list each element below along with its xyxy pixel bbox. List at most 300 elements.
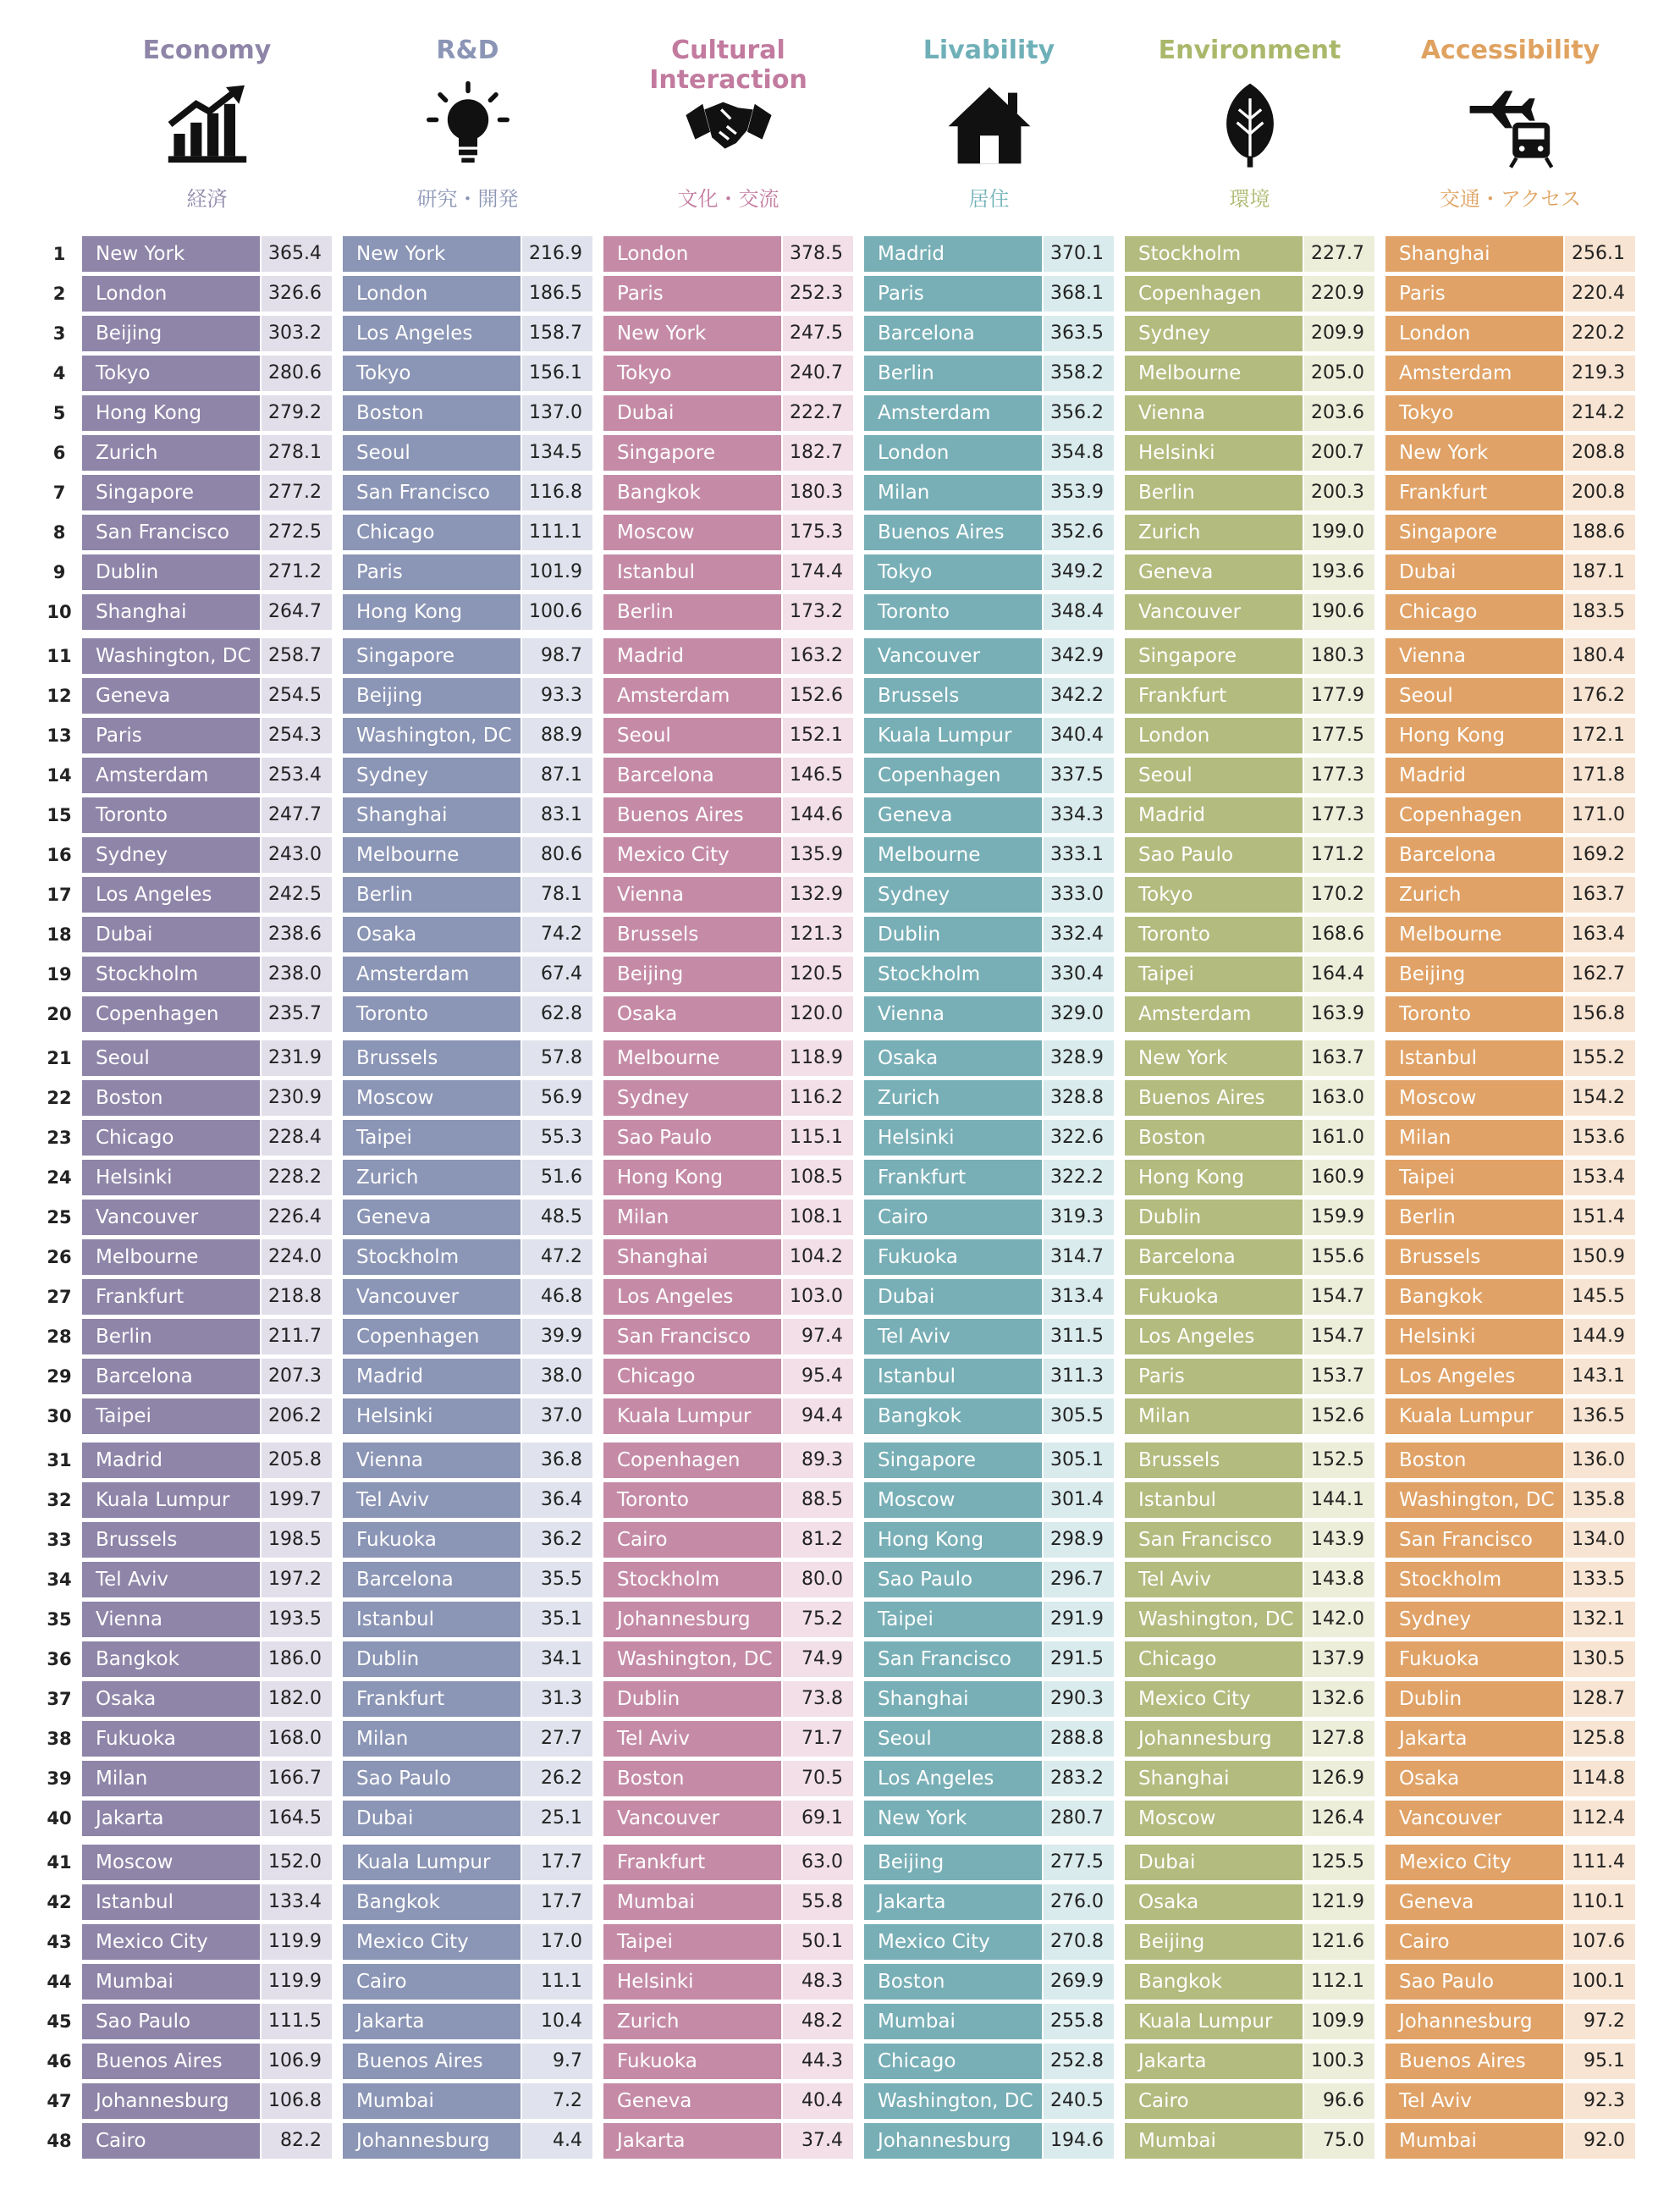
score-value: 137.9 — [1304, 1641, 1374, 1677]
city-name: Beijing — [1385, 957, 1563, 992]
score-value: 74.9 — [783, 1641, 853, 1677]
table-row — [1385, 1160, 1635, 1195]
table-row — [1125, 1120, 1374, 1156]
table-row — [1385, 877, 1635, 913]
score-value: 152.5 — [1304, 1443, 1374, 1478]
score-value: 136.5 — [1565, 1398, 1635, 1434]
table-row — [82, 1200, 332, 1235]
score-value: 328.9 — [1044, 1040, 1114, 1076]
city-name: Seoul — [864, 1721, 1042, 1757]
table-row — [343, 1040, 592, 1076]
score-value: 80.0 — [783, 1562, 853, 1597]
city-name: Stockholm — [82, 957, 260, 992]
table-row — [82, 797, 332, 833]
score-value: 10.4 — [522, 2004, 592, 2039]
table-row — [1125, 797, 1374, 833]
city-name: Copenhagen — [82, 996, 260, 1032]
table-row — [603, 1040, 853, 1076]
table-row — [1125, 1080, 1374, 1116]
score-value: 151.4 — [1565, 1200, 1635, 1235]
score-value: 188.6 — [1565, 515, 1635, 550]
score-value: 150.9 — [1565, 1239, 1635, 1275]
score-value: 356.2 — [1044, 395, 1114, 431]
city-name: Amsterdam — [343, 957, 521, 992]
table-row — [343, 1319, 592, 1354]
city-name: Mexico City — [864, 1924, 1042, 1960]
table-row — [1385, 797, 1635, 833]
table-row — [1385, 678, 1635, 714]
table-row — [1385, 837, 1635, 873]
city-name: Barcelona — [1385, 837, 1563, 873]
table-row — [343, 1160, 592, 1195]
city-name: Chicago — [864, 2044, 1042, 2079]
city-name: Madrid — [82, 1443, 260, 1478]
score-value: 311.3 — [1044, 1359, 1114, 1394]
score-value: 75.2 — [783, 1602, 853, 1637]
score-value: 209.9 — [1304, 316, 1374, 351]
score-value: 153.6 — [1565, 1120, 1635, 1156]
table-row — [1385, 435, 1635, 471]
table-row — [603, 1443, 853, 1478]
city-name: Sao Paulo — [603, 1120, 781, 1156]
table-row — [82, 837, 332, 873]
table-row — [603, 1319, 853, 1354]
city-name: Toronto — [864, 594, 1042, 630]
score-value: 154.7 — [1304, 1279, 1374, 1315]
table-row — [343, 1239, 592, 1275]
table-row — [603, 1721, 853, 1757]
city-name: Fukuoka — [1125, 1279, 1303, 1315]
score-value: 163.4 — [1565, 917, 1635, 952]
table-row — [343, 1641, 592, 1677]
table-row — [1125, 638, 1374, 674]
score-value: 180.3 — [783, 475, 853, 510]
city-name: Vienna — [82, 1602, 260, 1637]
table-row — [82, 1359, 332, 1394]
score-value: 311.5 — [1044, 1319, 1114, 1354]
score-value: 82.2 — [262, 2123, 332, 2159]
table-row — [1385, 1279, 1635, 1315]
score-value: 132.1 — [1565, 1602, 1635, 1637]
score-value: 154.7 — [1304, 1319, 1374, 1354]
rank-number: 13 — [47, 725, 72, 746]
table-row — [603, 1964, 853, 2000]
city-name: Taipei — [1385, 1160, 1563, 1195]
table-row — [864, 515, 1114, 550]
city-name: Sao Paulo — [864, 1562, 1042, 1597]
city-name: Jakarta — [864, 1884, 1042, 1920]
city-name: Vancouver — [864, 638, 1042, 674]
table-row — [603, 1801, 853, 1836]
score-value: 25.1 — [522, 1801, 592, 1836]
table-row — [82, 678, 332, 714]
city-name: Stockholm — [343, 1239, 521, 1275]
score-value: 301.4 — [1044, 1482, 1114, 1518]
lightbulb-icon — [421, 78, 515, 171]
rank-number: 15 — [47, 805, 72, 825]
score-value: 17.0 — [522, 1924, 592, 1960]
score-value: 126.9 — [1304, 1761, 1374, 1796]
city-name: Fukuoka — [864, 1239, 1042, 1275]
score-value: 235.7 — [262, 996, 332, 1032]
score-value: 205.8 — [262, 1443, 332, 1478]
score-value: 170.2 — [1304, 877, 1374, 913]
rank-number: 14 — [47, 765, 72, 786]
score-value: 109.9 — [1304, 2004, 1374, 2039]
rank-number: 16 — [47, 845, 72, 865]
city-name: Los Angeles — [82, 877, 260, 913]
score-value: 322.6 — [1044, 1120, 1114, 1156]
table-row — [864, 1040, 1114, 1076]
city-name: Paris — [603, 276, 781, 312]
header-accessibility — [1385, 0, 1635, 229]
score-value: 146.5 — [783, 758, 853, 793]
rank-number: 19 — [47, 964, 72, 985]
rank-number: 21 — [47, 1048, 72, 1068]
table-row — [343, 2044, 592, 2079]
table-row — [1385, 1319, 1635, 1354]
score-value: 230.9 — [262, 1080, 332, 1116]
score-value: 305.1 — [1044, 1443, 1114, 1478]
table-row — [1125, 1924, 1374, 1960]
score-value: 133.5 — [1565, 1562, 1635, 1597]
score-value: 93.3 — [522, 678, 592, 714]
score-value: 272.5 — [262, 515, 332, 550]
table-row — [603, 957, 853, 992]
city-name: Singapore — [343, 638, 521, 674]
city-name: Zurich — [82, 435, 260, 471]
city-name: Tel Aviv — [1125, 1562, 1303, 1597]
city-name: Johannesburg — [1125, 1721, 1303, 1757]
city-name: Osaka — [1125, 1884, 1303, 1920]
score-value: 333.0 — [1044, 877, 1114, 913]
table-row — [1125, 758, 1374, 793]
city-name: Kuala Lumpur — [864, 718, 1042, 753]
table-row — [82, 1040, 332, 1076]
city-name: Helsinki — [1125, 435, 1303, 471]
score-value: 197.2 — [262, 1562, 332, 1597]
table-row — [864, 1884, 1114, 1920]
city-name: Vancouver — [82, 1200, 260, 1235]
rank-number: 36 — [47, 1649, 72, 1669]
city-name: Sydney — [1385, 1602, 1563, 1637]
city-name: New York — [82, 236, 260, 272]
table-row — [343, 1359, 592, 1394]
table-row — [343, 1884, 592, 1920]
table-row — [603, 1482, 853, 1518]
score-value: 159.9 — [1304, 1200, 1374, 1235]
score-value: 106.8 — [262, 2083, 332, 2119]
table-row — [343, 435, 592, 471]
table-row — [1125, 1160, 1374, 1195]
score-value: 182.7 — [783, 435, 853, 471]
city-name: Singapore — [1125, 638, 1303, 674]
city-name: New York — [603, 316, 781, 351]
city-name: Istanbul — [343, 1602, 521, 1637]
score-value: 88.5 — [783, 1482, 853, 1518]
city-name: Toronto — [1125, 917, 1303, 952]
score-value: 163.7 — [1565, 877, 1635, 913]
city-name: Moscow — [864, 1482, 1042, 1518]
city-name: Los Angeles — [1385, 1359, 1563, 1394]
score-value: 112.1 — [1304, 1964, 1374, 2000]
score-value: 193.6 — [1304, 554, 1374, 590]
city-name: Vienna — [864, 996, 1042, 1032]
table-row — [1125, 1884, 1374, 1920]
score-value: 100.3 — [1304, 2044, 1374, 2079]
city-name: Milan — [343, 1721, 521, 1757]
table-row — [1385, 356, 1635, 391]
table-row — [603, 1761, 853, 1796]
score-value: 119.9 — [262, 1924, 332, 1960]
score-value: 208.8 — [1565, 435, 1635, 471]
city-name: Istanbul — [603, 554, 781, 590]
score-value: 108.1 — [783, 1200, 853, 1235]
table-row — [864, 1845, 1114, 1880]
score-value: 164.5 — [262, 1801, 332, 1836]
city-name: Istanbul — [1125, 1482, 1303, 1518]
city-name: Zurich — [1125, 515, 1303, 550]
score-value: 125.5 — [1304, 1845, 1374, 1880]
city-name: Helsinki — [82, 1160, 260, 1195]
table-row — [1125, 1681, 1374, 1717]
city-name: Zurich — [1385, 877, 1563, 913]
score-value: 4.4 — [522, 2123, 592, 2159]
table-row — [1125, 957, 1374, 992]
city-name: Taipei — [82, 1398, 260, 1434]
header-environment — [1125, 0, 1374, 229]
header-title-environment: Environment — [1158, 36, 1341, 65]
table-row — [1125, 917, 1374, 952]
score-value: 353.9 — [1044, 475, 1114, 510]
table-row — [1385, 2083, 1635, 2119]
rank-number: 4 — [52, 363, 66, 383]
table-row — [82, 435, 332, 471]
city-name: Stockholm — [1385, 1562, 1563, 1597]
table-row — [864, 638, 1114, 674]
score-value: 298.9 — [1044, 1522, 1114, 1558]
table-row — [864, 1319, 1114, 1354]
table-row — [603, 1359, 853, 1394]
city-name: Moscow — [603, 515, 781, 550]
city-name: Beijing — [343, 678, 521, 714]
city-name: Vancouver — [1125, 594, 1303, 630]
city-name: Washington, DC — [864, 2083, 1042, 2119]
score-value: 326.6 — [262, 276, 332, 312]
city-name: San Francisco — [864, 1641, 1042, 1677]
table-row — [864, 276, 1114, 312]
city-name: Osaka — [82, 1681, 260, 1717]
city-name: Sao Paulo — [82, 2004, 260, 2039]
city-name: Cairo — [603, 1522, 781, 1558]
table-row — [82, 1443, 332, 1478]
city-name: Copenhagen — [864, 758, 1042, 793]
table-row — [1385, 1120, 1635, 1156]
city-name: Shanghai — [1385, 236, 1563, 272]
city-name: New York — [343, 236, 521, 272]
score-value: 70.5 — [783, 1761, 853, 1796]
score-value: 36.4 — [522, 1482, 592, 1518]
city-name: Shanghai — [1125, 1761, 1303, 1796]
score-value: 48.2 — [783, 2004, 853, 2039]
city-name: San Francisco — [343, 475, 521, 510]
header-title-accessibility: Accessibility — [1420, 36, 1600, 65]
city-name: Kuala Lumpur — [1385, 1398, 1563, 1434]
score-value: 258.7 — [262, 638, 332, 674]
city-name: Barcelona — [603, 758, 781, 793]
table-row — [82, 316, 332, 351]
score-value: 164.4 — [1304, 957, 1374, 992]
city-name: Istanbul — [1385, 1040, 1563, 1076]
table-row — [1385, 395, 1635, 431]
city-name: Chicago — [82, 1120, 260, 1156]
city-name: Paris — [343, 554, 521, 590]
city-name: Geneva — [343, 1200, 521, 1235]
city-name: Beijing — [1125, 1924, 1303, 1960]
city-name: Brussels — [82, 1522, 260, 1558]
table-row — [603, 276, 853, 312]
header-subtitle-culture: 文化・交流 — [677, 187, 779, 211]
score-value: 163.9 — [1304, 996, 1374, 1032]
score-value: 370.1 — [1044, 236, 1114, 272]
score-value: 144.9 — [1565, 1319, 1635, 1354]
city-name: Buenos Aires — [1385, 2044, 1563, 2079]
table-row — [603, 877, 853, 913]
score-value: 228.4 — [262, 1120, 332, 1156]
city-name: San Francisco — [82, 515, 260, 550]
score-value: 121.9 — [1304, 1884, 1374, 1920]
city-name: Osaka — [603, 996, 781, 1032]
table-row — [343, 1279, 592, 1315]
city-name: Milan — [1125, 1398, 1303, 1434]
score-value: 193.5 — [262, 1602, 332, 1637]
city-name: New York — [864, 1801, 1042, 1836]
city-name: Milan — [82, 1761, 260, 1796]
city-name: Taipei — [343, 1120, 521, 1156]
table-row — [864, 554, 1114, 590]
table-row — [603, 1080, 853, 1116]
table-row — [1385, 957, 1635, 992]
city-name: Dublin — [82, 554, 260, 590]
city-name: Tel Aviv — [1385, 2083, 1563, 2119]
city-name: Stockholm — [603, 1562, 781, 1597]
score-value: 50.1 — [783, 1924, 853, 1960]
score-value: 180.3 — [1304, 638, 1374, 674]
table-row — [864, 1080, 1114, 1116]
table-row — [864, 718, 1114, 753]
score-value: 161.0 — [1304, 1120, 1374, 1156]
score-value: 7.2 — [522, 2083, 592, 2119]
city-name: London — [1385, 316, 1563, 351]
score-value: 55.8 — [783, 1884, 853, 1920]
table-row — [343, 395, 592, 431]
table-row — [603, 2083, 853, 2119]
table-row — [1385, 1845, 1635, 1880]
score-value: 116.8 — [522, 475, 592, 510]
city-name: Toronto — [343, 996, 521, 1032]
table-row — [343, 758, 592, 793]
score-value: 330.4 — [1044, 957, 1114, 992]
table-row — [603, 1681, 853, 1717]
table-row — [603, 1884, 853, 1920]
city-name: Washington, DC — [82, 638, 260, 674]
table-row — [603, 554, 853, 590]
city-name: Melbourne — [82, 1239, 260, 1275]
city-name: Seoul — [1385, 678, 1563, 714]
rank-number: 5 — [52, 403, 66, 423]
score-value: 186.0 — [262, 1641, 332, 1677]
table-row — [603, 1924, 853, 1960]
score-value: 254.3 — [262, 718, 332, 753]
city-name: Frankfurt — [82, 1279, 260, 1315]
table-row — [603, 1845, 853, 1880]
score-value: 120.0 — [783, 996, 853, 1032]
table-row — [343, 515, 592, 550]
score-value: 322.2 — [1044, 1160, 1114, 1195]
score-value: 158.7 — [522, 316, 592, 351]
score-value: 198.5 — [262, 1522, 332, 1558]
table-row — [1385, 1239, 1635, 1275]
score-value: 111.1 — [522, 515, 592, 550]
table-row — [1125, 1845, 1374, 1880]
table-row — [603, 435, 853, 471]
score-value: 137.0 — [522, 395, 592, 431]
rank-number: 2 — [52, 284, 66, 304]
score-value: 186.5 — [522, 276, 592, 312]
table-row — [1385, 1681, 1635, 1717]
city-name: Shanghai — [864, 1681, 1042, 1717]
city-name: Amsterdam — [603, 678, 781, 714]
score-value: 155.2 — [1565, 1040, 1635, 1076]
score-value: 368.1 — [1044, 276, 1114, 312]
city-name: Paris — [1385, 276, 1563, 312]
score-value: 227.7 — [1304, 236, 1374, 272]
table-row — [1385, 1398, 1635, 1434]
score-value: 98.7 — [522, 638, 592, 674]
city-name: Sydney — [343, 758, 521, 793]
city-name: Berlin — [1385, 1200, 1563, 1235]
city-name: Frankfurt — [864, 1160, 1042, 1195]
score-value: 107.6 — [1565, 1924, 1635, 1960]
city-name: Fukuoka — [82, 1721, 260, 1757]
table-row — [82, 1924, 332, 1960]
table-row — [82, 1641, 332, 1677]
score-value: 94.4 — [783, 1398, 853, 1434]
table-row — [82, 2123, 332, 2159]
score-value: 89.3 — [783, 1443, 853, 1478]
table-row — [1125, 2123, 1374, 2159]
score-value: 319.3 — [1044, 1200, 1114, 1235]
city-name: Tel Aviv — [343, 1482, 521, 1518]
score-value: 17.7 — [522, 1884, 592, 1920]
score-value: 104.2 — [783, 1239, 853, 1275]
table-row — [603, 638, 853, 674]
city-name: Sydney — [1125, 316, 1303, 351]
city-name: Madrid — [1385, 758, 1563, 793]
table-row — [864, 1681, 1114, 1717]
table-row — [864, 2123, 1114, 2159]
score-value: 226.4 — [262, 1200, 332, 1235]
table-row — [864, 2083, 1114, 2119]
score-value: 134.0 — [1565, 1522, 1635, 1558]
city-name: Mexico City — [82, 1924, 260, 1960]
rank-number: 43 — [47, 1932, 72, 1952]
table-row — [82, 758, 332, 793]
table-row — [1125, 356, 1374, 391]
table-row — [343, 1721, 592, 1757]
city-name: Madrid — [343, 1359, 521, 1394]
table-row — [82, 1398, 332, 1434]
